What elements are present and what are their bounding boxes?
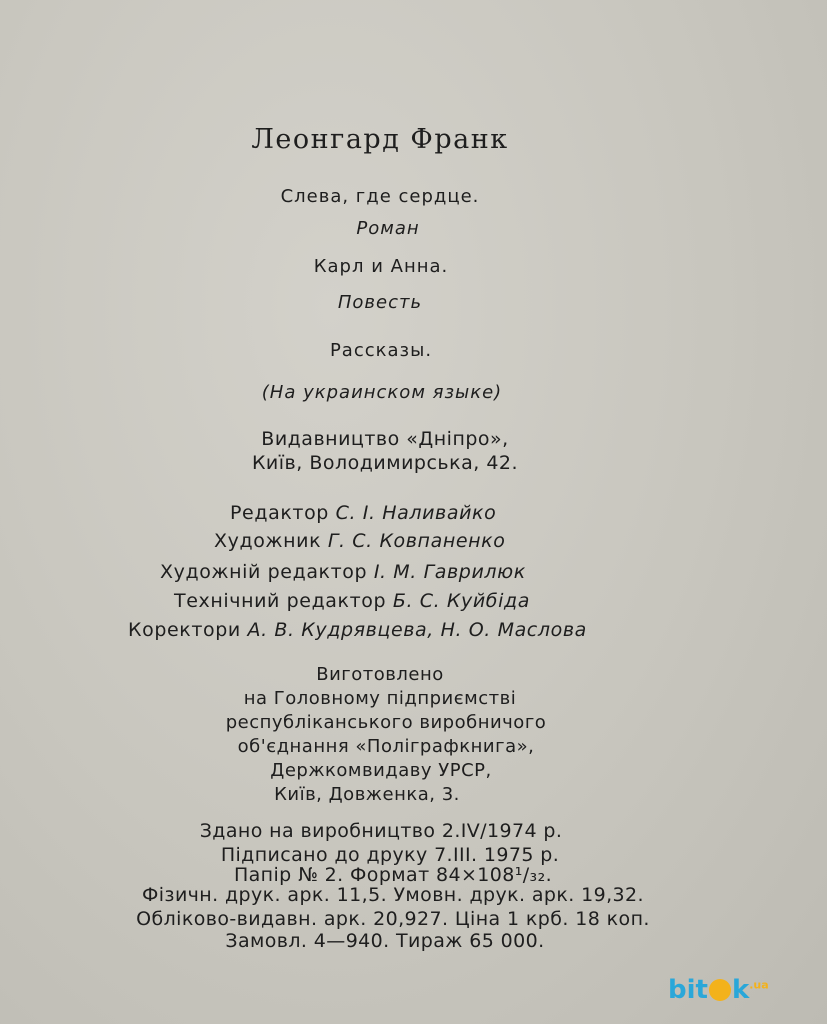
publisher-line-1: Видавництво «Дніпро», [261, 428, 509, 450]
sun-icon [709, 979, 731, 1001]
credit-role: Редактор [230, 502, 329, 524]
watermark-logo [668, 975, 818, 1015]
credit-person: А. В. Кудрявцева, Н. О. Маслова [247, 619, 587, 641]
credit-proofreaders [128, 619, 587, 641]
credit-art-editor [160, 561, 526, 583]
work-genre-1: Роман [356, 218, 420, 239]
watermark-text-left: bit [668, 975, 708, 1005]
credit-person: Б. С. Куйбіда [392, 590, 530, 612]
watermark-text-right: k [731, 975, 750, 1005]
printer-line-3: республіканського виробничого [225, 712, 547, 733]
watermark-suffix: .ua [749, 978, 769, 992]
imprint-line-5: Обліково-видавн. арк. 20,927. Ціна 1 крб. 18 коп. [136, 908, 650, 930]
work-title-3: Рассказы. [329, 340, 433, 361]
author-name: Леонгард Франк [251, 124, 509, 155]
work-genre-2: Повесть [337, 292, 423, 313]
credit-person: І. М. Гаврилюк [373, 561, 526, 583]
imprint-line-2: Підписано до друку 7.ІІІ. 1975 р. [220, 844, 560, 866]
credit-role: Коректори [128, 619, 241, 641]
printer-line-6: Київ, Довженка, 3. [274, 784, 460, 805]
language-note: (На украинском языке) [261, 382, 503, 403]
credit-editor [230, 502, 496, 524]
imprint-line-4: Фізичн. друк. арк. 11,5. Умовн. друк. арк. 19,32. [142, 884, 644, 906]
imprint-line-6: Замовл. 4—940. Тираж 65 000. [225, 930, 545, 952]
credit-role: Художник [214, 530, 322, 552]
printer-line-2: на Головному підприємстві [243, 688, 517, 709]
work-title-1: Слева, где сердце. [280, 186, 480, 207]
imprint-line-1: Здано на виробництво 2.IV/1974 р. [199, 820, 563, 842]
imprint-line-3: Папір № 2. Формат 84×108¹/₃₂. [233, 864, 553, 886]
credit-person: Г. С. Ковпаненко [327, 530, 506, 552]
credit-tech-editor [174, 590, 530, 612]
credit-role: Технічний редактор [174, 590, 387, 612]
credit-person: С. І. Наливайко [335, 502, 497, 524]
credit-artist [214, 530, 505, 552]
printer-line-4: об'єднання «Поліграфкнига», [237, 736, 535, 757]
work-title-2: Карл и Анна. [313, 256, 449, 277]
credit-role: Художній редактор [160, 561, 368, 583]
printer-line-1: Виготовлено [316, 664, 444, 685]
publisher-line-2: Київ, Володимирська, 42. [251, 452, 519, 474]
printer-line-5: Держкомвидаву УРСР, [270, 760, 492, 781]
